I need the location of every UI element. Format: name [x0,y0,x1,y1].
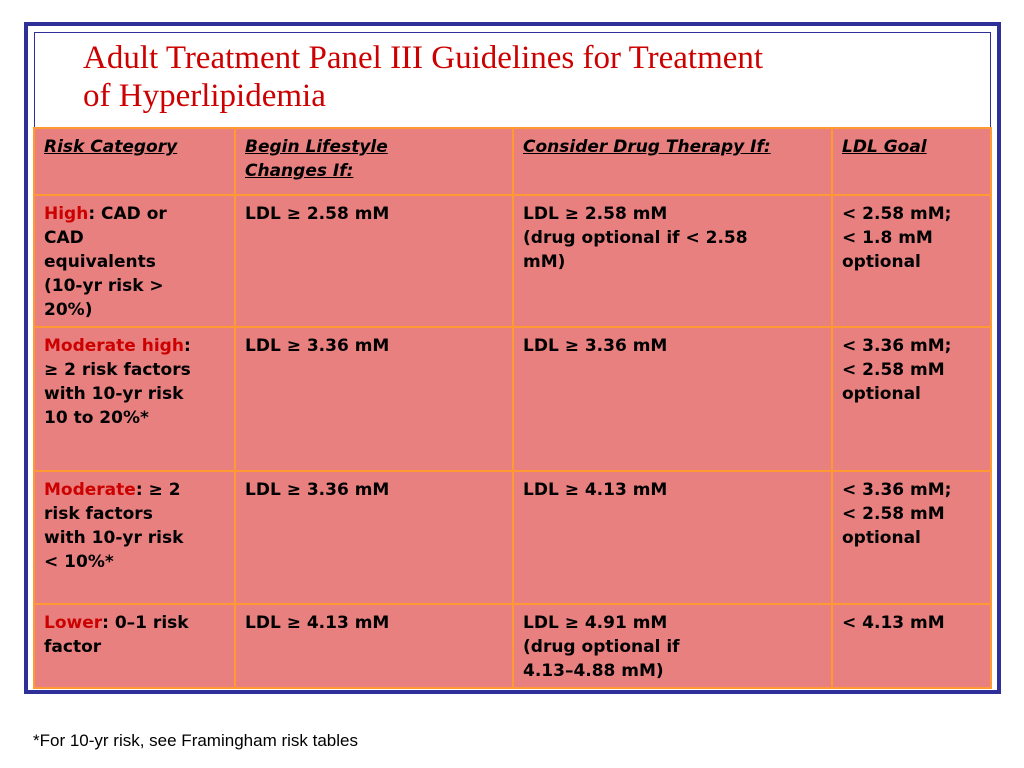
risk-desc: 10 to 20%* [44,408,149,428]
header-ldl-goal: LDL Goal [832,128,991,195]
table-header-row [34,128,991,195]
table-row [34,471,991,604]
ldl-goal-cell [832,195,991,327]
ldl-goal-cell [832,327,991,471]
drug-therapy-cell [513,195,832,327]
risk-desc: < 10%* [44,552,114,572]
risk-label: High [44,204,89,224]
drug-line: mM) [523,252,566,272]
risk-desc: (10-yr risk > [44,276,164,296]
drug-line: LDL ≥ 3.36 mM [523,336,668,356]
risk-category-cell [34,195,235,327]
drug-line: (drug optional if < 2.58 [523,228,748,248]
drug-therapy-cell [513,604,832,688]
drug-line: LDL ≥ 4.91 mM [523,613,668,633]
goal-line: < 2.58 mM [842,504,945,524]
header-drug-therapy: Consider Drug Therapy If: [513,128,832,195]
goal-line: < 3.36 mM; [842,480,952,500]
risk-desc: with 10-yr risk [44,528,184,548]
table-row [34,604,991,688]
goal-line: optional [842,252,921,272]
risk-label: Moderate [44,480,136,500]
lifestyle-cell: LDL ≥ 4.13 mM [235,604,513,688]
drug-therapy-cell [513,327,832,471]
risk-label: Lower [44,613,103,633]
lifestyle-cell: LDL ≥ 2.58 mM [235,195,513,327]
risk-desc: CAD [44,228,84,248]
drug-line: (drug optional if [523,637,680,657]
lifestyle-cell: LDL ≥ 3.36 mM [235,471,513,604]
ldl-goal-cell [832,471,991,604]
drug-therapy-cell [513,471,832,604]
slide-title [83,39,943,115]
table-row [34,195,991,327]
header-lifestyle-line-1: Begin Lifestyle [245,137,388,157]
goal-line: optional [842,384,921,404]
goal-line: optional [842,528,921,548]
drug-line: LDL ≥ 4.13 mM [523,480,668,500]
drug-line: 4.13–4.88 mM) [523,661,664,681]
risk-desc: : 0–1 risk [102,613,189,633]
risk-category-cell [34,327,235,471]
risk-desc: : [183,336,191,356]
risk-label: Moderate high [44,336,184,356]
risk-category-cell [34,604,235,688]
risk-desc: : ≥ 2 [135,480,181,500]
risk-desc: equivalents [44,252,156,272]
risk-desc: 20%) [44,300,93,320]
goal-line: < 2.58 mM; [842,204,952,224]
title-line-2: of Hyperlipidemia [83,78,326,114]
risk-desc: with 10-yr risk [44,384,184,404]
risk-desc: risk factors [44,504,153,524]
goal-line: < 4.13 mM [842,613,945,633]
table-row [34,327,991,471]
ldl-goal-cell [832,604,991,688]
goal-line: < 3.36 mM; [842,336,952,356]
risk-desc: ≥ 2 risk factors [44,360,191,380]
header-risk-category: Risk Category [34,128,235,195]
guidelines-table [33,127,992,689]
risk-desc: : CAD or [88,204,167,224]
drug-line: LDL ≥ 2.58 mM [523,204,668,224]
risk-desc: factor [44,637,102,657]
lifestyle-cell: LDL ≥ 3.36 mM [235,327,513,471]
goal-line: < 1.8 mM [842,228,933,248]
risk-category-cell [34,471,235,604]
goal-line: < 2.58 mM [842,360,945,380]
header-lifestyle [235,128,513,195]
header-lifestyle-line-2: Changes If: [245,161,354,181]
title-line-1: Adult Treatment Panel III Guidelines for Treatment [83,40,764,76]
guidelines-table-wrap [33,127,992,689]
footnote: *For 10-yr risk, see Framingham risk tables [33,731,358,750]
